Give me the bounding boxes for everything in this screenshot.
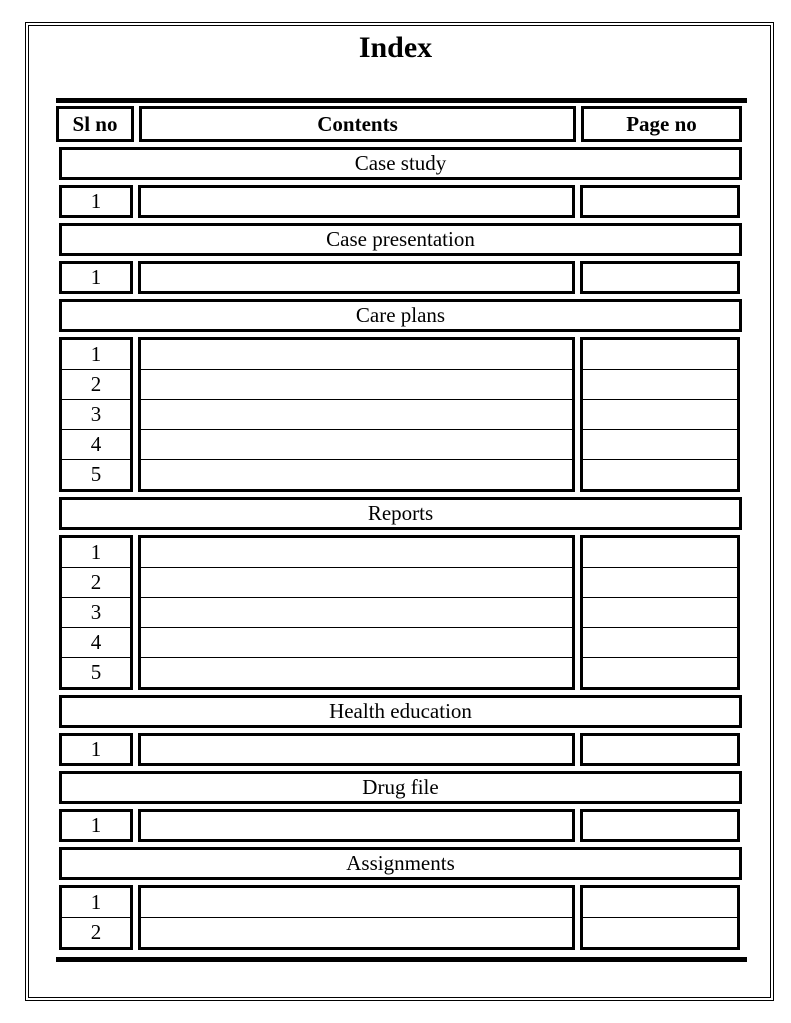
contents-cell [141, 370, 572, 400]
page-no-cell [583, 430, 737, 460]
contents-column [138, 337, 575, 492]
page-no-cell [583, 628, 737, 658]
table-header-row [56, 106, 747, 142]
contents-cell [141, 658, 572, 687]
sl-no-cell: 1 [90, 813, 102, 837]
contents-column [138, 885, 575, 950]
contents-cell [141, 460, 572, 489]
contents-column [138, 809, 575, 842]
sl-no-column [59, 185, 133, 218]
page-no-column [580, 733, 740, 766]
sl-no-cell: 1 [62, 888, 130, 918]
page-no-column [580, 535, 740, 690]
section-rows [56, 337, 747, 492]
sections-container [56, 147, 747, 950]
contents-cell [141, 888, 572, 918]
page-no-cell [583, 538, 737, 568]
page-no-cell [583, 736, 737, 763]
section-rows [56, 809, 747, 842]
section-header-row [56, 771, 747, 804]
section-rows [56, 535, 747, 690]
header-contents: Contents [139, 106, 576, 142]
section-header-row [56, 147, 747, 180]
page-title: Index [358, 31, 433, 64]
section-title: Health education [59, 695, 742, 728]
contents-cell [141, 264, 572, 291]
sl-no-cell: 1 [62, 538, 130, 568]
sl-no-column [59, 733, 133, 766]
contents-column [138, 733, 575, 766]
section-title: Care plans [59, 299, 742, 332]
section-header-row [56, 223, 747, 256]
page-no-cell [583, 918, 737, 947]
section-title: Drug file [59, 771, 742, 804]
contents-column [138, 535, 575, 690]
section-title: Assignments [59, 847, 742, 880]
page-no-column [580, 885, 740, 950]
sl-no-column [59, 809, 133, 842]
sl-no-cell: 5 [90, 462, 102, 486]
page-no-column [580, 337, 740, 492]
contents-cell [141, 568, 572, 598]
page-no-cell [583, 888, 737, 918]
page-no-column [580, 809, 740, 842]
contents-cell [141, 812, 572, 839]
page-no-cell [583, 340, 737, 370]
sl-no-cell: 1 [62, 340, 130, 370]
section-rows [56, 885, 747, 950]
section-title: Case presentation [59, 223, 742, 256]
sl-no-column [59, 261, 133, 294]
section-rows [56, 733, 747, 766]
sl-no-cell: 4 [62, 628, 130, 658]
page-no-cell [583, 812, 737, 839]
section-header-row [56, 847, 747, 880]
sl-no-cell: 1 [90, 737, 102, 761]
contents-column [138, 185, 575, 218]
sl-no-cell: 2 [62, 568, 130, 598]
contents-column [138, 261, 575, 294]
sl-no-cell: 5 [90, 660, 102, 684]
sl-no-column [59, 535, 133, 690]
section-header-row [56, 497, 747, 530]
contents-cell [141, 400, 572, 430]
header-page-no: Page no [581, 106, 742, 142]
section-rows [56, 261, 747, 294]
page-no-column [580, 261, 740, 294]
sl-no-cell: 1 [90, 189, 102, 213]
page-no-cell [583, 658, 737, 687]
sl-no-column [59, 885, 133, 950]
section-header-row [56, 299, 747, 332]
sl-no-cell: 3 [62, 400, 130, 430]
page-no-column [580, 185, 740, 218]
sl-no-cell: 1 [90, 265, 102, 289]
section-header-row [56, 695, 747, 728]
page-no-cell [583, 188, 737, 215]
sl-no-cell: 2 [90, 920, 102, 944]
header-sl-no: Sl no [56, 106, 134, 142]
sl-no-cell: 4 [62, 430, 130, 460]
section-title: Reports [59, 497, 742, 530]
contents-cell [141, 340, 572, 370]
sl-no-cell: 3 [62, 598, 130, 628]
contents-cell [141, 538, 572, 568]
page-no-cell [583, 460, 737, 489]
sl-no-column [59, 337, 133, 492]
contents-cell [141, 628, 572, 658]
section-rows [56, 185, 747, 218]
contents-cell [141, 918, 572, 947]
page-no-cell [583, 370, 737, 400]
section-title: Case study [59, 147, 742, 180]
page-no-cell [583, 568, 737, 598]
page-no-cell [583, 264, 737, 291]
contents-cell [141, 598, 572, 628]
contents-cell [141, 430, 572, 460]
sl-no-cell: 2 [62, 370, 130, 400]
index-table [56, 98, 747, 962]
contents-cell [141, 188, 572, 215]
page-no-cell [583, 598, 737, 628]
page-no-cell [583, 400, 737, 430]
contents-cell [141, 736, 572, 763]
